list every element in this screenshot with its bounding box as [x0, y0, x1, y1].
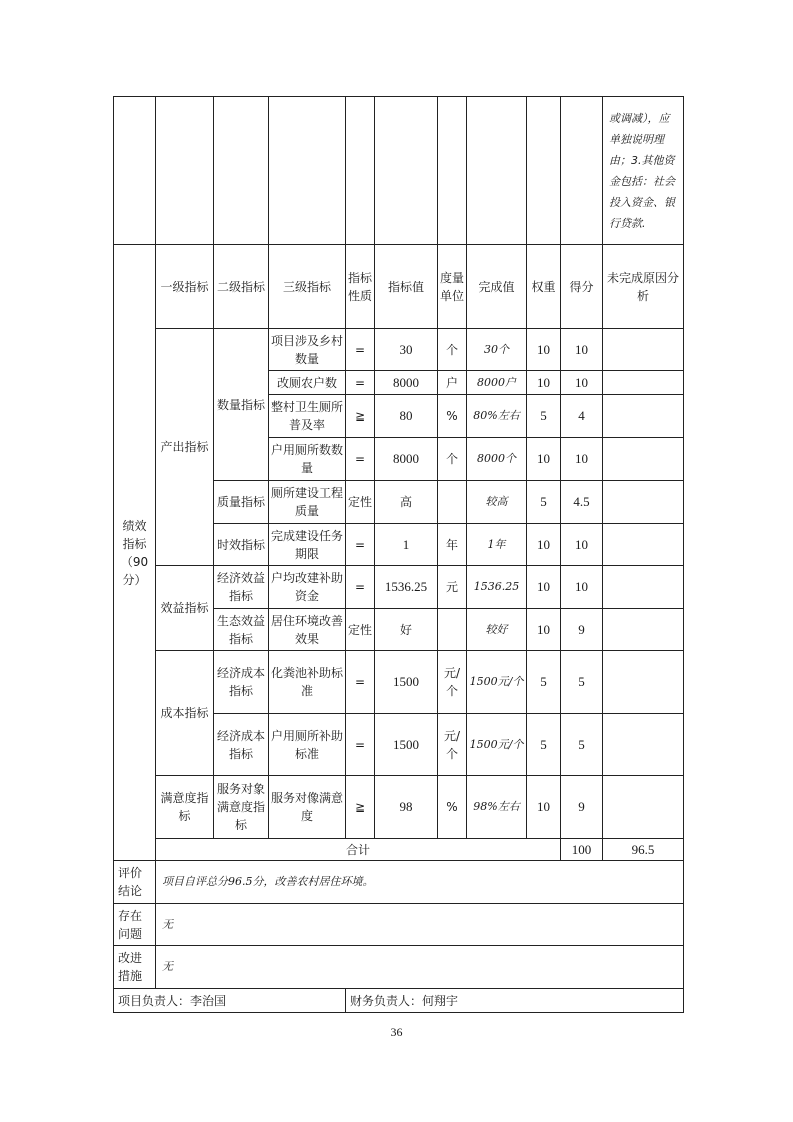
nature-cell: = — [346, 524, 375, 566]
score-cell: 5 — [561, 651, 603, 714]
nature-cell: ≧ — [346, 776, 375, 839]
l1-cell: 效益指标 — [156, 566, 214, 651]
unit-cell: 个 — [438, 329, 467, 371]
target-cell: 98 — [375, 776, 438, 839]
weight-cell: 10 — [527, 609, 561, 651]
weight-cell: 10 — [527, 438, 561, 481]
unit-cell: 元/个 — [438, 651, 467, 714]
conclusion-row — [114, 861, 684, 904]
header-target: 指标值 — [375, 245, 438, 329]
target-cell: 1536.25 — [375, 566, 438, 609]
l2-cell: 服务对象满意度指标 — [214, 776, 269, 839]
actual-cell: 1年 — [467, 524, 527, 566]
actual-cell: 1500元/个 — [467, 651, 527, 714]
l3-cell: 户用厕所补助标准 — [269, 714, 346, 776]
reason-cell — [603, 395, 684, 438]
l3-cell: 户用厕所数数量 — [269, 438, 346, 481]
actual-cell: 8000个 — [467, 438, 527, 481]
reason-cell — [603, 609, 684, 651]
reason-cell — [603, 371, 684, 395]
l3-cell: 居住环境改善效果 — [269, 609, 346, 651]
actual-cell: 80%左右 — [467, 395, 527, 438]
weight-cell: 10 — [527, 566, 561, 609]
project-lead: 项目负责人：李治国 — [114, 989, 346, 1013]
weight-cell: 5 — [527, 481, 561, 524]
total-score: 96.5 — [603, 839, 684, 861]
score-cell: 10 — [561, 329, 603, 371]
l3-cell: 改厕农户数 — [269, 371, 346, 395]
improvements-row — [114, 946, 684, 989]
score-cell: 4.5 — [561, 481, 603, 524]
reason-cell — [603, 776, 684, 839]
nature-cell: 定性 — [346, 481, 375, 524]
improvements-text: 无 — [156, 946, 684, 989]
nature-cell: = — [346, 566, 375, 609]
target-cell: 8000 — [375, 438, 438, 481]
nature-cell: = — [346, 651, 375, 714]
unit-cell: 个 — [438, 438, 467, 481]
score-cell: 9 — [561, 776, 603, 839]
problems-label: 存在问题 — [114, 904, 156, 946]
table-row — [114, 776, 684, 839]
conclusion-text: 项目自评总分96.5分，改善农村居住环境。 — [156, 861, 684, 904]
l1-cell: 成本指标 — [156, 651, 214, 776]
weight-cell: 10 — [527, 776, 561, 839]
score-cell: 10 — [561, 371, 603, 395]
reason-cell — [603, 566, 684, 609]
reason-cell — [603, 524, 684, 566]
target-cell: 30 — [375, 329, 438, 371]
weight-cell: 10 — [527, 329, 561, 371]
l3-cell: 整村卫生厕所普及率 — [269, 395, 346, 438]
unit-cell: 年 — [438, 524, 467, 566]
header-score: 得分 — [561, 245, 603, 329]
reason-cell — [603, 329, 684, 371]
header-reason: 未完成原因分析 — [603, 245, 684, 329]
score-cell: 4 — [561, 395, 603, 438]
actual-cell: 8000户 — [467, 371, 527, 395]
unit-cell: 户 — [438, 371, 467, 395]
nature-cell: 定性 — [346, 609, 375, 651]
target-cell: 1 — [375, 524, 438, 566]
unit-cell: % — [438, 395, 467, 438]
nature-cell: = — [346, 438, 375, 481]
actual-cell: 1500元/个 — [467, 714, 527, 776]
target-cell: 好 — [375, 609, 438, 651]
signature-row — [114, 989, 684, 1013]
table-row — [114, 651, 684, 714]
l3-cell: 厕所建设工程质量 — [269, 481, 346, 524]
unit-cell: 元 — [438, 566, 467, 609]
finance-lead: 财务负责人：何翔宇 — [346, 989, 684, 1013]
section-label: 绩效指标（90分） — [114, 245, 156, 861]
header-row — [114, 245, 684, 329]
score-cell: 10 — [561, 438, 603, 481]
target-cell: 1500 — [375, 714, 438, 776]
l2-cell: 经济效益指标 — [214, 566, 269, 609]
reason-cell — [603, 481, 684, 524]
weight-cell: 5 — [527, 651, 561, 714]
weight-cell: 10 — [527, 524, 561, 566]
table-row — [114, 329, 684, 371]
problems-text: 无 — [156, 904, 684, 946]
l3-cell: 项目涉及乡村数量 — [269, 329, 346, 371]
weight-cell: 5 — [527, 395, 561, 438]
improvements-label: 改进措施 — [114, 946, 156, 989]
score-cell: 9 — [561, 609, 603, 651]
conclusion-label: 评价结论 — [114, 861, 156, 904]
total-row — [114, 839, 684, 861]
actual-cell: 98%左右 — [467, 776, 527, 839]
total-label: 合计 — [156, 839, 561, 861]
reason-cell — [603, 651, 684, 714]
header-l1: 一级指标 — [156, 245, 214, 329]
l2-cell: 经济成本指标 — [214, 714, 269, 776]
target-cell: 高 — [375, 481, 438, 524]
target-cell: 80 — [375, 395, 438, 438]
l1-cell: 产出指标 — [156, 329, 214, 566]
actual-cell: 较好 — [467, 609, 527, 651]
header-weight: 权重 — [527, 245, 561, 329]
nature-cell: = — [346, 714, 375, 776]
unit-cell — [438, 481, 467, 524]
actual-cell: 30个 — [467, 329, 527, 371]
continued-row — [114, 97, 684, 245]
l2-cell: 生态效益指标 — [214, 609, 269, 651]
header-l2: 二级指标 — [214, 245, 269, 329]
score-cell: 10 — [561, 524, 603, 566]
header-nature: 指标性质 — [346, 245, 375, 329]
weight-cell: 10 — [527, 371, 561, 395]
target-cell: 8000 — [375, 371, 438, 395]
top-note: 或调减），应单独说明理由；3.其他资金包括：社会投入资金、银行贷款. — [603, 97, 684, 245]
performance-table — [113, 96, 684, 1013]
l3-cell: 户均改建补助资金 — [269, 566, 346, 609]
weight-cell: 5 — [527, 714, 561, 776]
l3-cell: 服务对像满意度 — [269, 776, 346, 839]
header-unit: 度量单位 — [438, 245, 467, 329]
unit-cell: 元/个 — [438, 714, 467, 776]
problems-row — [114, 904, 684, 946]
unit-cell — [438, 609, 467, 651]
target-cell: 1500 — [375, 651, 438, 714]
header-l3: 三级指标 — [269, 245, 346, 329]
total-weight: 100 — [561, 839, 603, 861]
l2-cell: 质量指标 — [214, 481, 269, 524]
actual-cell: 较高 — [467, 481, 527, 524]
l2-cell: 时效指标 — [214, 524, 269, 566]
l3-cell: 完成建设任务期限 — [269, 524, 346, 566]
score-cell: 10 — [561, 566, 603, 609]
page-number: 36 — [390, 1025, 403, 1039]
actual-cell: 1536.25 — [467, 566, 527, 609]
nature-cell: ≧ — [346, 395, 375, 438]
reason-cell — [603, 714, 684, 776]
unit-cell: % — [438, 776, 467, 839]
nature-cell: = — [346, 329, 375, 371]
reason-cell — [603, 438, 684, 481]
l3-cell: 化粪池补助标准 — [269, 651, 346, 714]
nature-cell: = — [346, 371, 375, 395]
score-cell: 5 — [561, 714, 603, 776]
header-actual: 完成值 — [467, 245, 527, 329]
l1-cell: 满意度指标 — [156, 776, 214, 839]
l2-cell: 数量指标 — [214, 329, 269, 481]
l2-cell: 经济成本指标 — [214, 651, 269, 714]
table-row — [114, 566, 684, 609]
